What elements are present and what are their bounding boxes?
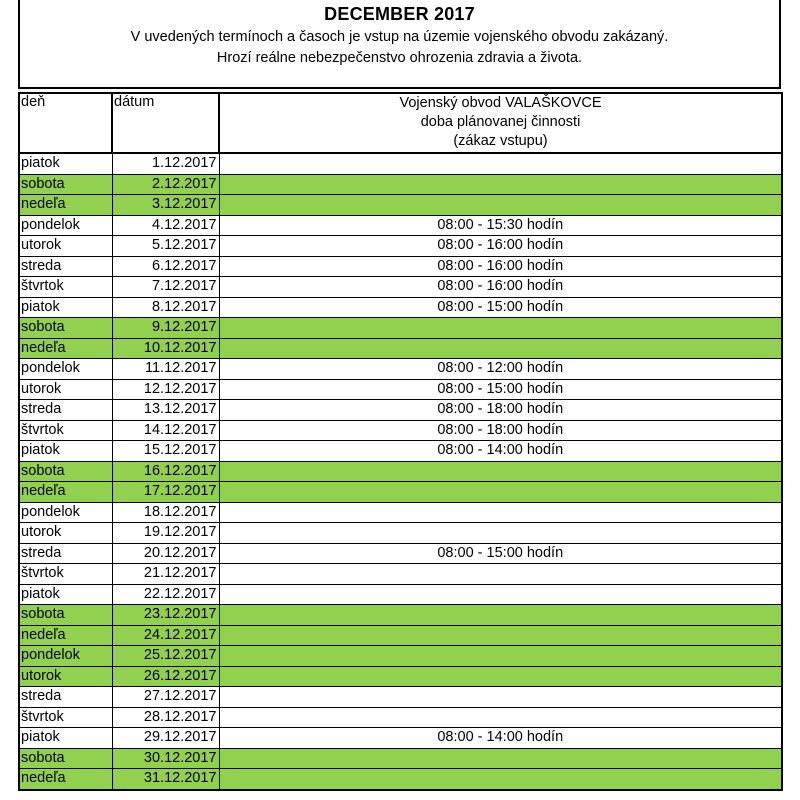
date-cell: 29.12.2017 bbox=[112, 728, 219, 749]
activity-cell bbox=[219, 646, 782, 667]
table-row bbox=[19, 707, 782, 728]
day-cell: sobota bbox=[19, 605, 112, 626]
date-cell: 30.12.2017 bbox=[112, 748, 219, 769]
table-row bbox=[19, 441, 782, 462]
table-row bbox=[19, 318, 782, 339]
date-cell: 11.12.2017 bbox=[112, 359, 219, 380]
activity-cell: 08:00 - 16:00 hodín bbox=[219, 277, 782, 298]
date-cell: 26.12.2017 bbox=[112, 666, 219, 687]
date-cell: 17.12.2017 bbox=[112, 482, 219, 503]
day-cell: štvrtok bbox=[19, 277, 112, 298]
activity-cell: 08:00 - 15:00 hodín bbox=[219, 543, 782, 564]
day-cell: utorok bbox=[19, 666, 112, 687]
day-cell: sobota bbox=[19, 318, 112, 339]
activity-cell bbox=[219, 502, 782, 523]
day-cell: sobota bbox=[19, 461, 112, 482]
table-row bbox=[19, 256, 782, 277]
table-row bbox=[19, 687, 782, 708]
activity-cell bbox=[219, 195, 782, 216]
activity-cell bbox=[219, 153, 782, 174]
date-cell: 18.12.2017 bbox=[112, 502, 219, 523]
schedule-sheet bbox=[18, 0, 781, 800]
date-cell: 2.12.2017 bbox=[112, 174, 219, 195]
date-cell: 8.12.2017 bbox=[112, 297, 219, 318]
day-cell: nedeľa bbox=[19, 195, 112, 216]
column-header-date: dátum bbox=[112, 93, 219, 153]
day-cell: streda bbox=[19, 400, 112, 421]
activity-cell bbox=[219, 461, 782, 482]
zone-header-line-3: (zákaz vstupu) bbox=[453, 133, 548, 149]
date-cell: 24.12.2017 bbox=[112, 625, 219, 646]
activity-cell: 08:00 - 16:00 hodín bbox=[219, 256, 782, 277]
table-row bbox=[19, 564, 782, 585]
table-header-row bbox=[19, 93, 782, 153]
activity-cell: 08:00 - 15:00 hodín bbox=[219, 297, 782, 318]
table-row bbox=[19, 359, 782, 380]
table-row bbox=[19, 153, 782, 174]
activity-cell bbox=[219, 707, 782, 728]
table-row bbox=[19, 666, 782, 687]
activity-cell bbox=[219, 584, 782, 605]
activity-cell: 08:00 - 15:00 hodín bbox=[219, 379, 782, 400]
column-header-zone bbox=[219, 93, 782, 153]
activity-cell bbox=[219, 523, 782, 544]
activity-cell: 08:00 - 18:00 hodín bbox=[219, 400, 782, 421]
table-row bbox=[19, 236, 782, 257]
day-cell: piatok bbox=[19, 728, 112, 749]
day-cell: štvrtok bbox=[19, 707, 112, 728]
date-cell: 21.12.2017 bbox=[112, 564, 219, 585]
date-cell: 19.12.2017 bbox=[112, 523, 219, 544]
day-cell: nedeľa bbox=[19, 625, 112, 646]
date-cell: 13.12.2017 bbox=[112, 400, 219, 421]
day-cell: piatok bbox=[19, 297, 112, 318]
activity-cell bbox=[219, 666, 782, 687]
day-cell: nedeľa bbox=[19, 482, 112, 503]
date-cell: 10.12.2017 bbox=[112, 338, 219, 359]
date-cell: 25.12.2017 bbox=[112, 646, 219, 667]
day-cell: pondelok bbox=[19, 359, 112, 380]
table-row bbox=[19, 543, 782, 564]
day-cell: sobota bbox=[19, 174, 112, 195]
day-cell: piatok bbox=[19, 153, 112, 174]
day-cell: utorok bbox=[19, 523, 112, 544]
table-row bbox=[19, 195, 782, 216]
table-row bbox=[19, 338, 782, 359]
day-cell: pondelok bbox=[19, 215, 112, 236]
day-cell: utorok bbox=[19, 236, 112, 257]
activity-cell: 08:00 - 15:30 hodín bbox=[219, 215, 782, 236]
activity-cell: 08:00 - 14:00 hodín bbox=[219, 728, 782, 749]
day-cell: piatok bbox=[19, 584, 112, 605]
table-row bbox=[19, 297, 782, 318]
zone-header-line-2: doba plánovanej činnosti bbox=[420, 114, 581, 130]
table-row bbox=[19, 748, 782, 769]
date-cell: 5.12.2017 bbox=[112, 236, 219, 257]
activity-cell: 08:00 - 16:00 hodín bbox=[219, 236, 782, 257]
table-row bbox=[19, 769, 782, 790]
table-row bbox=[19, 584, 782, 605]
table-row bbox=[19, 502, 782, 523]
activity-cell bbox=[219, 769, 782, 790]
table-row bbox=[19, 174, 782, 195]
page-title: DECEMBER 2017 bbox=[324, 4, 475, 24]
schedule-table bbox=[18, 92, 783, 791]
activity-cell: 08:00 - 12:00 hodín bbox=[219, 359, 782, 380]
table-row bbox=[19, 625, 782, 646]
day-cell: nedeľa bbox=[19, 338, 112, 359]
date-cell: 7.12.2017 bbox=[112, 277, 219, 298]
table-row bbox=[19, 482, 782, 503]
table-row bbox=[19, 728, 782, 749]
date-cell: 1.12.2017 bbox=[112, 153, 219, 174]
date-cell: 14.12.2017 bbox=[112, 420, 219, 441]
activity-cell: 08:00 - 18:00 hodín bbox=[219, 420, 782, 441]
day-cell: pondelok bbox=[19, 502, 112, 523]
table-row bbox=[19, 400, 782, 421]
day-cell: streda bbox=[19, 687, 112, 708]
date-cell: 15.12.2017 bbox=[112, 441, 219, 462]
date-cell: 27.12.2017 bbox=[112, 687, 219, 708]
day-cell: sobota bbox=[19, 748, 112, 769]
date-cell: 9.12.2017 bbox=[112, 318, 219, 339]
column-header-day: deň bbox=[19, 93, 112, 153]
table-row bbox=[19, 605, 782, 626]
day-cell: štvrtok bbox=[19, 564, 112, 585]
day-cell: nedeľa bbox=[19, 769, 112, 790]
zone-header-line-1: Vojenský obvod VALAŠKOVCE bbox=[399, 95, 602, 111]
activity-cell bbox=[219, 625, 782, 646]
date-cell: 3.12.2017 bbox=[112, 195, 219, 216]
activity-cell bbox=[219, 748, 782, 769]
activity-cell bbox=[219, 564, 782, 585]
date-cell: 16.12.2017 bbox=[112, 461, 219, 482]
activity-cell bbox=[219, 687, 782, 708]
table-row bbox=[19, 277, 782, 298]
warning-line-2: Hrozí reálne nebezpečenstvo ohrozenia zdravia a života. bbox=[216, 50, 583, 66]
date-cell: 23.12.2017 bbox=[112, 605, 219, 626]
warning-line-1: V uvedených termínoch a časoch je vstup na územie vojenského obvodu zakázaný. bbox=[130, 29, 669, 45]
activity-cell bbox=[219, 318, 782, 339]
day-cell: piatok bbox=[19, 441, 112, 462]
activity-cell bbox=[219, 605, 782, 626]
day-cell: štvrtok bbox=[19, 420, 112, 441]
table-body bbox=[19, 153, 782, 790]
date-cell: 12.12.2017 bbox=[112, 379, 219, 400]
day-cell: pondelok bbox=[19, 646, 112, 667]
day-cell: streda bbox=[19, 256, 112, 277]
day-cell: streda bbox=[19, 543, 112, 564]
table-row bbox=[19, 523, 782, 544]
date-cell: 20.12.2017 bbox=[112, 543, 219, 564]
day-cell: utorok bbox=[19, 379, 112, 400]
date-cell: 4.12.2017 bbox=[112, 215, 219, 236]
date-cell: 28.12.2017 bbox=[112, 707, 219, 728]
header-box bbox=[18, 0, 781, 89]
table-row bbox=[19, 646, 782, 667]
activity-cell bbox=[219, 482, 782, 503]
table-row bbox=[19, 420, 782, 441]
date-cell: 22.12.2017 bbox=[112, 584, 219, 605]
activity-cell bbox=[219, 338, 782, 359]
activity-cell bbox=[219, 174, 782, 195]
table-row bbox=[19, 379, 782, 400]
date-cell: 6.12.2017 bbox=[112, 256, 219, 277]
table-row bbox=[19, 461, 782, 482]
activity-cell: 08:00 - 14:00 hodín bbox=[219, 441, 782, 462]
table-row bbox=[19, 215, 782, 236]
date-cell: 31.12.2017 bbox=[112, 769, 219, 790]
